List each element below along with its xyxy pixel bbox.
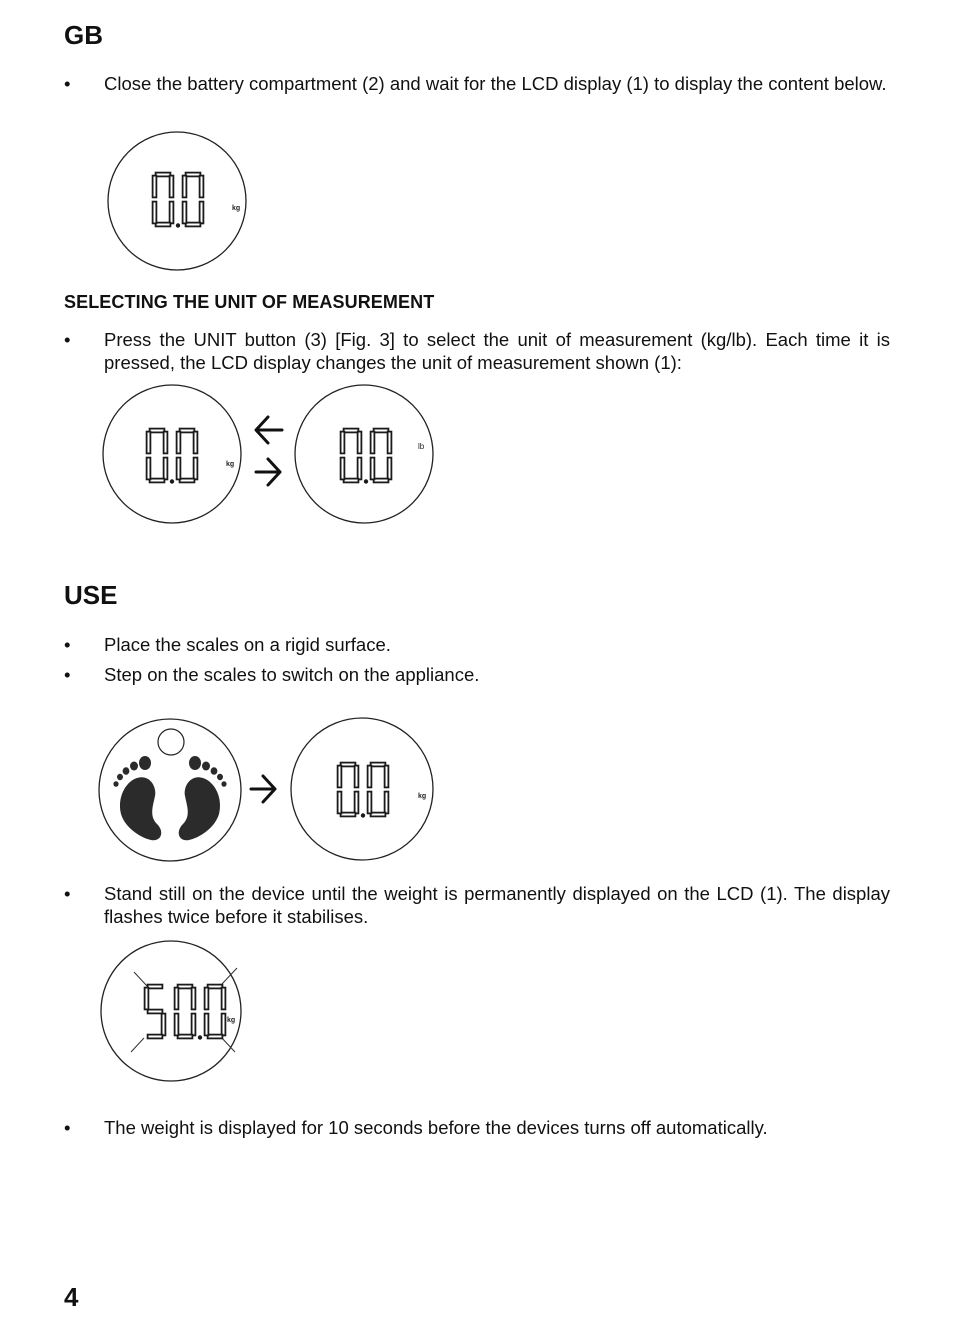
bullet-marker: •: [64, 1117, 71, 1138]
use-heading: USE: [64, 580, 118, 610]
lcd-segment-inner: [389, 459, 391, 479]
lcd-segment-inner: [149, 1036, 162, 1038]
lcd-segment-inner: [356, 793, 358, 813]
lcd-segment-inner: [206, 989, 208, 1009]
footprints-icon: [113, 756, 226, 840]
lcd-segment-inner: [184, 203, 186, 223]
lcd-segment-inner: [187, 174, 200, 176]
intro-bullet: [64, 72, 890, 118]
right-arrow-icon: [251, 776, 275, 802]
lcd-segment-inner: [375, 480, 388, 482]
lcd-segment-inner: [375, 430, 388, 432]
decimal-point: [198, 1035, 202, 1039]
lcd-segment-inner: [223, 989, 225, 1009]
lcd-segment-inner: [181, 480, 194, 482]
lcd-segment-inner: [148, 459, 150, 479]
lcd-readout: [144, 984, 235, 1040]
unit-toggle-figure: [100, 384, 436, 526]
lcd-segment-inner: [372, 433, 374, 453]
unit-bullet: [64, 328, 890, 374]
lcd-segment-inner: [149, 1011, 162, 1013]
lcd-segment-inner: [195, 459, 197, 479]
lcd-digit: [174, 984, 196, 1039]
lcd-digit: [370, 428, 392, 483]
lcd-segment-inner: [151, 480, 164, 482]
lcd-segment-inner: [154, 177, 156, 197]
lcd-segment-inner: [149, 986, 162, 988]
decimal-point: [170, 479, 174, 483]
bullet-marker: •: [64, 73, 71, 94]
lcd-startup-figure: [106, 130, 248, 272]
bullet-text: Place the scales on a rigid surface.: [104, 634, 391, 655]
scale-circle: [101, 941, 241, 1081]
lcd-segment-inner: [209, 1036, 222, 1038]
lcd-segment-inner: [154, 203, 156, 223]
lcd-segment-inner: [165, 459, 167, 479]
lcd-segment-inner: [209, 986, 222, 988]
lcd-segment-inner: [342, 459, 344, 479]
lcd-segment-inner: [148, 433, 150, 453]
lcd-digit: [367, 762, 389, 817]
bullet-marker: •: [64, 329, 71, 350]
scale-circle-feet: [99, 719, 241, 861]
lcd-segment-inner: [386, 793, 388, 813]
lcd-segment-inner: [176, 989, 178, 1009]
lcd-segment-inner: [179, 1036, 192, 1038]
lcd-segment-inner: [359, 433, 361, 453]
lcd-segment-inner: [201, 177, 203, 197]
lcd-readout-lb: [340, 428, 425, 484]
use-bullet-3: [64, 882, 890, 928]
use-bullet-2: [64, 663, 890, 686]
bullet-text: Close the battery compartment (2) and wait for the LCD display (1) to display the content below.: [104, 73, 887, 94]
lcd-digit: [146, 428, 168, 483]
unit-section-heading: SELECTING THE UNIT OF MEASUREMENT: [64, 292, 435, 312]
bullet-marker: •: [64, 664, 71, 685]
lcd-segment-inner: [356, 767, 358, 787]
lcd-segment-inner: [184, 177, 186, 197]
lcd-segment-inner: [345, 480, 358, 482]
lcd-segment-inner: [165, 433, 167, 453]
decimal-point: [364, 479, 368, 483]
bullet-marker: •: [64, 883, 71, 904]
lcd-segment-inner: [151, 430, 164, 432]
language-code: GB: [64, 20, 103, 50]
scale-circle-display: [291, 718, 433, 860]
decimal-point: [361, 813, 365, 817]
lcd-digit: [144, 984, 166, 1039]
lcd-segment-inner: [171, 203, 173, 223]
lcd-unit: lb: [418, 442, 425, 451]
lcd-segment-inner: [342, 814, 355, 816]
left-right-arrows-icon: [256, 417, 282, 485]
lcd-segment-inner: [345, 430, 358, 432]
lcd-segment-inner: [193, 989, 195, 1009]
lcd-segment-inner: [163, 1015, 165, 1035]
lcd-unit: kg: [226, 461, 235, 468]
lcd-digit: [152, 172, 174, 227]
lcd-unit: kg: [227, 1017, 236, 1024]
scale-circle-lb: [295, 385, 433, 523]
lcd-segment-inner: [176, 1015, 178, 1035]
bullet-text: Stand still on the device until the weight is permanently displayed on the LCD (1). The display flashes twice before it stabilises.: [104, 883, 890, 927]
lcd-segment-inner: [171, 177, 173, 197]
lcd-segment-inner: [146, 989, 148, 1009]
lcd-segment-inner: [389, 433, 391, 453]
lcd-segment-inner: [339, 767, 341, 787]
lcd-segment-inner: [386, 767, 388, 787]
lcd-segment-inner: [369, 793, 371, 813]
lcd-segment-inner: [206, 1015, 208, 1035]
lcd-segment-inner: [157, 174, 170, 176]
lcd-digit: [340, 428, 362, 483]
scale-circle: [108, 132, 246, 270]
lcd-segment-inner: [372, 814, 385, 816]
lcd-segment-inner: [372, 764, 385, 766]
lcd-segment-inner: [178, 433, 180, 453]
lcd-segment-inner: [339, 793, 341, 813]
lcd-segment-inner: [201, 203, 203, 223]
lcd-digit: [176, 428, 198, 483]
lcd-segment-inner: [369, 767, 371, 787]
lcd-unit: kg: [232, 205, 241, 212]
lcd-segment-inner: [372, 459, 374, 479]
bullet-text: The weight is displayed for 10 seconds before the devices turns off automatically.: [104, 1117, 768, 1138]
lcd-readout-kg: [146, 428, 234, 484]
lcd-segment-inner: [178, 459, 180, 479]
use-bullet-1: [64, 633, 890, 656]
use-bullet-4: [64, 1116, 890, 1139]
weight-display-figure: [100, 940, 244, 1084]
lcd-segment-inner: [359, 459, 361, 479]
step-on-figure: [97, 716, 439, 864]
page-number: 4: [64, 1282, 79, 1312]
lcd-readout: [337, 762, 426, 818]
lcd-digit: [337, 762, 359, 817]
lcd-segment-inner: [181, 430, 194, 432]
lcd-readout: [152, 172, 240, 228]
lcd-segment-inner: [187, 224, 200, 226]
lcd-segment-inner: [157, 224, 170, 226]
lcd-segment-inner: [342, 764, 355, 766]
lcd-unit: kg: [418, 793, 427, 800]
lcd-segment-inner: [223, 1015, 225, 1035]
scale-circle-kg: [103, 385, 241, 523]
lcd-digit: [204, 984, 226, 1039]
lcd-segment-inner: [193, 1015, 195, 1035]
lcd-segment-inner: [342, 433, 344, 453]
bullet-text: Press the UNIT button (3) [Fig. 3] to select the unit of measurement (kg/lb). Each time it is pressed, the LCD display changes the unit of measurement shown (1):: [104, 329, 890, 373]
lcd-digit: [182, 172, 204, 227]
lcd-segment-inner: [195, 433, 197, 453]
bullet-text: Step on the scales to switch on the appliance.: [104, 664, 480, 685]
lcd-segment-inner: [179, 986, 192, 988]
display-window: [158, 729, 184, 755]
bullet-marker: •: [64, 634, 71, 655]
decimal-point: [176, 223, 180, 227]
